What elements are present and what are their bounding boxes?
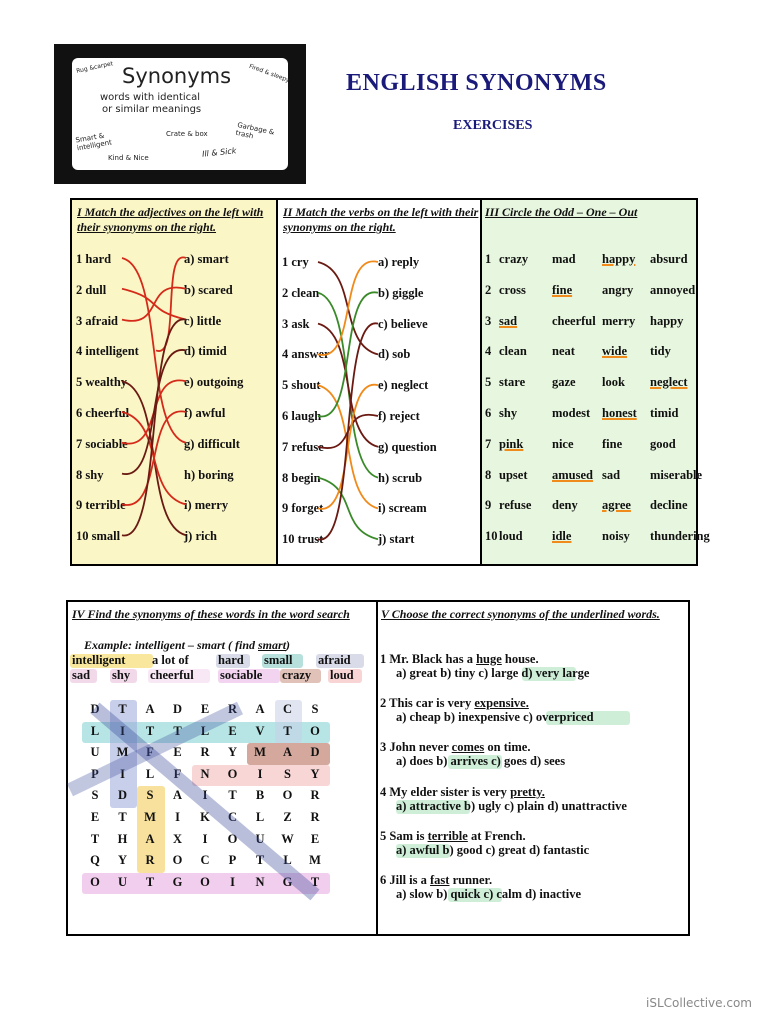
ex1-right-item: j) rich xyxy=(184,529,217,544)
word-bank-item: small xyxy=(264,653,293,667)
ex1-right-item: i) merry xyxy=(184,498,229,513)
matching-line xyxy=(318,385,378,509)
underlined-word: fast xyxy=(430,873,450,887)
grid-letter[interactable]: T xyxy=(173,723,182,738)
answer-options[interactable]: a) great b) tiny c) large d) very large xyxy=(396,666,590,680)
answer-options[interactable]: a) cheap b) inexpensive c) overpriced xyxy=(396,710,594,725)
question-suffix: runner. xyxy=(449,873,493,887)
grid-letter[interactable]: Y xyxy=(227,745,238,760)
option-word[interactable]: honest xyxy=(602,406,637,420)
grid-letter[interactable]: C xyxy=(227,810,238,824)
grid-letter[interactable]: I xyxy=(257,766,263,781)
ex1-left-item: 5 wealthy xyxy=(76,375,128,390)
grid-letter[interactable]: I xyxy=(202,788,208,803)
grid-letter[interactable]: V xyxy=(255,723,265,738)
grid-letter[interactable]: I xyxy=(175,810,180,824)
ex2-right-item: g) question xyxy=(378,439,437,454)
option-word[interactable]: merry xyxy=(602,313,636,328)
row-number: 1 xyxy=(485,252,492,266)
ex2-right-item: f) reject xyxy=(378,409,420,423)
grid-letter[interactable]: O xyxy=(227,766,238,781)
grid-letter[interactable]: X xyxy=(172,831,183,846)
question-prefix: 5 Sam is xyxy=(380,828,428,843)
ex1-right-item: c) little xyxy=(184,313,222,328)
grid-letter[interactable]: R xyxy=(145,853,155,868)
answer-options[interactable]: a) attractive b) ugly c) plain d) unattractive xyxy=(396,798,627,813)
grid-letter[interactable]: O xyxy=(200,874,210,889)
grid-letter[interactable]: L xyxy=(255,810,265,824)
grid-letter[interactable]: F xyxy=(173,766,182,781)
grid-letter[interactable]: E xyxy=(200,702,210,716)
grid-letter[interactable]: L xyxy=(283,853,292,868)
grid-letter[interactable]: E xyxy=(228,723,237,738)
ex2-left-item: 2 clean xyxy=(282,285,320,300)
option-word[interactable]: shy xyxy=(499,406,518,420)
ex2-right-item: c) believe xyxy=(378,316,428,331)
ex2-right-item: i) scream xyxy=(378,501,427,516)
option-word[interactable]: crazy xyxy=(499,252,529,266)
option-word[interactable]: fine xyxy=(552,282,573,297)
option-word[interactable]: pink xyxy=(499,436,524,451)
ex2-left-item: 7 refuse xyxy=(282,439,324,454)
answer-options[interactable]: a) awful b) good c) great d) fantastic xyxy=(396,842,590,857)
option-word[interactable]: stare xyxy=(499,375,526,390)
option-word[interactable]: thundering xyxy=(650,529,710,544)
matching-line xyxy=(156,257,186,351)
option-word[interactable]: mad xyxy=(552,252,576,266)
ex2-left-item: 3 ask xyxy=(282,316,310,331)
ex1-left-item: 4 intelligent xyxy=(76,344,139,359)
grid-letter[interactable]: T xyxy=(145,723,155,738)
word-bank-item: crazy xyxy=(282,668,312,682)
option-word[interactable]: refuse xyxy=(499,498,532,513)
grid-letter[interactable]: R xyxy=(227,702,238,716)
ex2-right-item: e) neglect xyxy=(378,378,429,393)
ex1-left-item: 8 shy xyxy=(76,467,104,482)
grid-letter[interactable]: A xyxy=(172,788,183,803)
word-bank-item: loud xyxy=(330,668,354,682)
grid-letter[interactable]: Y xyxy=(310,766,320,781)
grid-letter[interactable]: T xyxy=(228,788,237,803)
question-prefix: 4 My elder sister is very xyxy=(380,784,511,799)
logo-name: Synonyms xyxy=(122,64,232,88)
exercise-5-header: V Choose the correct synonyms of the underlined words. xyxy=(381,607,660,621)
word-bank-item: intelligent xyxy=(72,653,126,667)
grid-letter[interactable]: E xyxy=(173,745,182,760)
logo-pair: Fired & sleepy xyxy=(248,62,291,85)
underlined-word: pretty. xyxy=(510,784,545,799)
logo-pair: Ill & Sick xyxy=(201,146,237,159)
grid-letter[interactable]: P xyxy=(91,766,99,781)
grid-letter[interactable]: W xyxy=(281,831,294,846)
option-word[interactable]: miserable xyxy=(650,467,703,482)
grid-letter[interactable]: Y xyxy=(117,853,128,868)
option-word[interactable]: upset xyxy=(499,467,528,482)
question-suffix: on time. xyxy=(484,740,531,755)
grid-letter[interactable]: T xyxy=(310,874,320,889)
word-bank-item: sad xyxy=(72,668,91,682)
grid-letter[interactable]: U xyxy=(117,874,128,889)
grid-letter[interactable]: M xyxy=(254,745,266,760)
grid-letter[interactable]: O xyxy=(227,831,238,846)
option-word[interactable]: neglect xyxy=(650,375,688,390)
option-word[interactable]: tidy xyxy=(650,344,671,359)
grid-letter[interactable]: F xyxy=(146,745,154,760)
option-word[interactable]: annoyed xyxy=(650,282,696,297)
option-word[interactable]: loud xyxy=(499,529,523,544)
ex2-left-item: 4 answer xyxy=(282,347,330,362)
grid-letter[interactable]: L xyxy=(145,766,155,781)
option-word[interactable]: happy xyxy=(602,252,636,266)
row-number: 9 xyxy=(485,498,492,513)
option-word[interactable]: happy xyxy=(650,313,684,328)
row-number: 8 xyxy=(485,467,492,482)
grid-letter[interactable]: D xyxy=(117,788,128,803)
ex2-left-item: 8 begin xyxy=(282,470,321,485)
exercise-3-header: III Circle the Odd – One – Out xyxy=(485,205,638,219)
grid-letter[interactable]: E xyxy=(90,810,100,824)
grid-letter[interactable]: U xyxy=(90,745,100,760)
ex1-left-item: 6 cheerful xyxy=(76,406,130,420)
option-word[interactable]: clean xyxy=(499,344,527,359)
page-subtitle: EXERCISES xyxy=(453,118,533,133)
grid-letter[interactable]: C xyxy=(282,702,293,716)
grid-letter[interactable]: Q xyxy=(90,853,100,868)
ex2-right-item: d) sob xyxy=(378,347,411,362)
option-word[interactable]: decline xyxy=(650,498,688,513)
grid-letter[interactable]: D xyxy=(310,745,320,760)
ex1-left-item: 10 small xyxy=(76,529,121,544)
grid-letter[interactable]: A xyxy=(145,831,155,846)
grid-letter[interactable]: O xyxy=(282,788,293,803)
option-word[interactable]: timid xyxy=(650,406,679,420)
row-number: 3 xyxy=(485,313,492,328)
grid-letter[interactable]: O xyxy=(310,723,320,738)
grid-letter[interactable]: A xyxy=(255,702,265,716)
matching-line xyxy=(318,261,378,355)
grid-letter[interactable]: M xyxy=(309,853,321,868)
ex2-left-item: 9 forget xyxy=(282,501,324,516)
option-word[interactable]: absurd xyxy=(650,252,688,266)
grid-letter[interactable]: U xyxy=(255,831,265,846)
option-word[interactable]: amused xyxy=(552,467,593,482)
grid-letter[interactable]: T xyxy=(118,810,127,824)
grid-letter[interactable]: T xyxy=(90,831,100,846)
row-number: 5 xyxy=(485,375,492,390)
exercise-1-header: I Match the adjectives on the left with their synonyms on the right. xyxy=(77,205,264,234)
grid-letter[interactable]: E xyxy=(310,831,320,846)
logo-pair: Crate & box xyxy=(166,130,208,138)
option-word[interactable]: cross xyxy=(499,282,526,297)
grid-letter[interactable]: B xyxy=(255,788,265,803)
logo-tagline-2: or similar meanings xyxy=(102,104,202,115)
underlined-word: huge xyxy=(476,652,502,666)
grid-letter[interactable]: L xyxy=(90,723,100,738)
ex1-right-item: e) outgoing xyxy=(184,375,244,390)
word-bank-item: a lot of xyxy=(152,653,189,667)
grid-letter[interactable]: N xyxy=(255,874,265,889)
ex2-right-item: j) start xyxy=(378,532,415,547)
grid-letter[interactable]: S xyxy=(284,766,291,781)
grid-letter[interactable]: T xyxy=(145,874,155,889)
grid-letter[interactable]: H xyxy=(117,831,128,846)
option-word[interactable]: look xyxy=(602,375,625,390)
word-bank-item: sociable xyxy=(220,668,263,682)
grid-letter[interactable]: T xyxy=(255,853,265,868)
grid-letter[interactable]: S xyxy=(91,788,99,803)
row-number: 6 xyxy=(485,406,492,420)
ex2-right-item: b) giggle xyxy=(378,285,424,300)
footer-credit: iSLCollective.com xyxy=(646,996,752,1010)
grid-letter[interactable]: O xyxy=(172,853,183,868)
ex2-right-item: h) scrub xyxy=(378,470,423,485)
question-suffix: at French. xyxy=(467,828,526,843)
ex2-right-item: a) reply xyxy=(378,255,420,269)
grid-letter[interactable]: G xyxy=(282,874,293,889)
grid-letter[interactable]: A xyxy=(145,702,155,716)
word-bank-item: cheerful xyxy=(150,668,194,682)
example-word: smart xyxy=(258,638,287,652)
ex1-left-item: 7 sociable xyxy=(76,436,128,451)
row-number: 10 xyxy=(485,529,498,544)
grid-letter[interactable]: I xyxy=(202,831,208,846)
option-word[interactable]: good xyxy=(650,436,676,451)
logo-pair: Smart & intelligent xyxy=(75,131,113,153)
ex1-right-item: f) awful xyxy=(184,406,226,420)
underlined-word: expensive. xyxy=(474,696,529,711)
answer-options[interactable]: a) slow b) quick c) calm d) inactive xyxy=(396,887,582,901)
row-number: 2 xyxy=(485,282,492,297)
grid-letter[interactable]: K xyxy=(200,810,210,824)
option-word[interactable]: angry xyxy=(602,282,634,297)
logo-pair: Garbage & trash xyxy=(234,120,276,141)
underlined-word: terrible xyxy=(427,828,468,843)
grid-letter[interactable]: I xyxy=(120,766,125,781)
exercise-2-header: II Match the verbs on the left with their synonyms on the right. xyxy=(283,205,479,234)
question-prefix: 3 John never xyxy=(380,740,452,755)
option-word[interactable]: gaze xyxy=(552,375,576,390)
option-word[interactable]: fine xyxy=(602,436,623,451)
grid-letter[interactable]: R xyxy=(310,788,320,803)
grid-letter[interactable]: R xyxy=(310,810,320,824)
ex1-left-item: 2 dull xyxy=(76,282,107,297)
option-word[interactable]: agree xyxy=(602,498,631,513)
option-word[interactable]: sad xyxy=(499,313,518,328)
option-word[interactable]: noisy xyxy=(602,529,630,544)
option-word[interactable]: cheerful xyxy=(552,313,596,328)
grid-letter[interactable]: P xyxy=(228,853,237,868)
grid-letter[interactable]: R xyxy=(200,745,210,760)
option-word[interactable]: wide xyxy=(602,344,627,359)
grid-letter[interactable]: T xyxy=(283,723,292,738)
logo-tagline-1: words with identical xyxy=(100,92,201,103)
diagonal-search-highlight xyxy=(95,708,315,895)
grid-letter[interactable]: T xyxy=(118,702,127,716)
grid-letter[interactable]: Z xyxy=(283,810,292,824)
question-prefix: 6 Jill is a xyxy=(380,873,431,887)
grid-letter[interactable]: I xyxy=(120,723,125,738)
grid-letter[interactable]: D xyxy=(172,702,183,716)
underlined-word: comes xyxy=(451,740,485,755)
question-suffix: house. xyxy=(501,652,539,666)
option-word[interactable]: neat xyxy=(552,344,575,359)
word-bank-item: hard xyxy=(218,653,244,667)
grid-letter[interactable]: M xyxy=(116,745,129,760)
grid-letter[interactable]: N xyxy=(200,766,210,781)
option-word[interactable]: sad xyxy=(602,467,621,482)
logo-pair: Kind & Nice xyxy=(108,154,149,162)
grid-letter[interactable]: S xyxy=(146,788,154,803)
question-prefix: 1 Mr. Black has a xyxy=(380,652,477,666)
example-suffix: ) xyxy=(286,638,291,652)
word-bank-item: shy xyxy=(112,668,131,682)
ex1-right-item: d) timid xyxy=(184,344,227,359)
grid-letter[interactable]: G xyxy=(172,874,183,889)
option-word[interactable]: nice xyxy=(552,436,574,451)
option-word[interactable]: modest xyxy=(552,406,591,420)
option-word[interactable]: idle xyxy=(552,529,572,544)
matching-line xyxy=(122,287,186,320)
ex1-right-item: h) boring xyxy=(184,467,234,482)
ex2-left-item: 10 trust xyxy=(282,532,324,547)
question-prefix: 2 This car is very xyxy=(380,696,475,711)
option-word[interactable]: deny xyxy=(552,498,578,513)
grid-letter[interactable]: S xyxy=(311,702,319,716)
ex1-left-item: 1 hard xyxy=(76,252,112,266)
exercise-4-header: IV Find the synonyms of these words in the word search xyxy=(72,607,350,621)
ex1-left-item: 9 terrible xyxy=(76,498,126,513)
example-prefix: Example: intelligent – smart ( find xyxy=(84,638,256,652)
row-number: 4 xyxy=(485,344,492,359)
ex2-left-item: 6 laugh xyxy=(282,409,322,423)
answer-options[interactable]: a) does b) arrives c) goes d) sees xyxy=(396,754,566,769)
grid-letter[interactable]: A xyxy=(282,745,293,760)
grid-letter[interactable]: L xyxy=(200,723,210,738)
logo-pair: Rug &carpet xyxy=(75,60,114,75)
page-title: ENGLISH SYNONYMS xyxy=(346,70,607,96)
ex1-right-item: a) smart xyxy=(184,252,229,266)
ex2-left-item: 5 shout xyxy=(282,378,321,393)
ex2-left-item: 1 cry xyxy=(282,255,309,269)
ex1-right-item: b) scared xyxy=(184,282,233,297)
ex1-right-item: g) difficult xyxy=(184,436,240,451)
grid-letter[interactable]: D xyxy=(90,702,100,716)
row-number: 7 xyxy=(485,436,492,451)
word-bank-item: afraid xyxy=(318,653,351,667)
grid-letter[interactable]: C xyxy=(200,853,210,868)
grid-letter[interactable]: O xyxy=(90,874,100,889)
grid-letter[interactable]: M xyxy=(144,810,156,824)
diagonal-search-highlight xyxy=(70,708,240,790)
grid-letter[interactable]: I xyxy=(230,874,235,889)
ex1-left-item: 3 afraid xyxy=(76,313,119,328)
